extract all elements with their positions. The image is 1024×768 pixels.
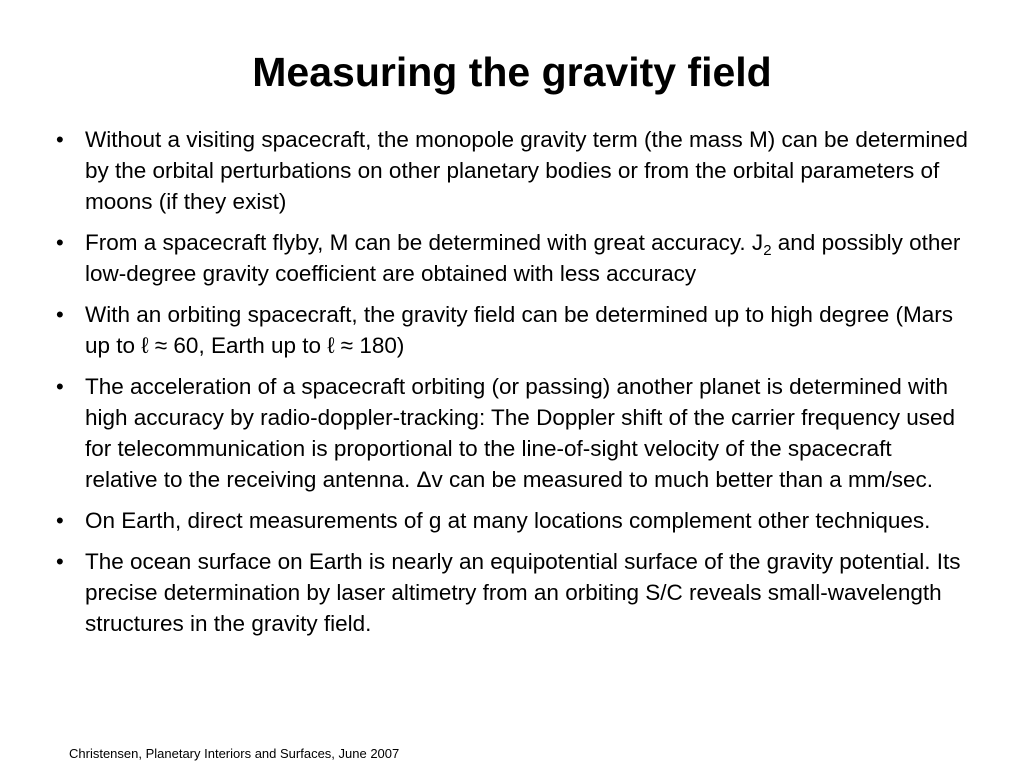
bullet-dot: • (56, 127, 64, 152)
bullet-dot: • (56, 230, 64, 255)
bullet-text: With an orbiting spacecraft, the gravity field can be determined up to high degree (Mars up to ℓ ≈ 60, Earth up to ℓ ≈ 180) (85, 302, 953, 358)
footer-citation: Christensen, Planetary Interiors and Surfaces, June 2007 (69, 746, 400, 761)
subscript: 2 (763, 242, 772, 259)
bullet-dot: • (56, 374, 64, 399)
bullet-text: The acceleration of a spacecraft orbiting (or passing) another planet is determined with high accuracy by radio-doppler-tracking: The Doppler shift of the carrier frequency used for telecommunication is proportional to the line-of-sight velocity of the spacecraft relative to the receiving antenna. Δv can be measured to much better than a mm/sec. (85, 374, 956, 492)
bullet-item (0, 124, 1024, 217)
bullet-text: Without a visiting spacecraft, the monopole gravity term (the mass M) can be determined by the orbital perturbations on other planetary bodies or from the orbital parameters of moons (if they exist) (85, 127, 968, 214)
slide-title: Measuring the gravity field (252, 49, 772, 95)
bullet-item (0, 227, 1024, 289)
bullet-item (0, 371, 1024, 495)
bullet-text: The ocean surface on Earth is nearly an equipotential surface of the gravity potential. Its precise determination by laser altimetry from an orbiting S/C reveals small-wavelength structures in the gravity field. (85, 549, 961, 636)
bullet-text-part: From a spacecraft flyby, M can be determined with great accuracy. J (85, 230, 764, 255)
bullet-item (0, 299, 1024, 361)
bullet-text-part: and possibly other low-degree gravity coefficient are obtained with less accuracy (85, 230, 961, 286)
bullet-dot: • (56, 508, 64, 533)
bullet-list (0, 124, 1024, 649)
bullet-dot: • (56, 302, 64, 327)
bullet-item (0, 546, 1024, 639)
bullet-text: On Earth, direct measurements of g at many locations complement other techniques. (85, 508, 931, 533)
bullet-item (0, 505, 1024, 536)
bullet-dot: • (56, 549, 64, 574)
